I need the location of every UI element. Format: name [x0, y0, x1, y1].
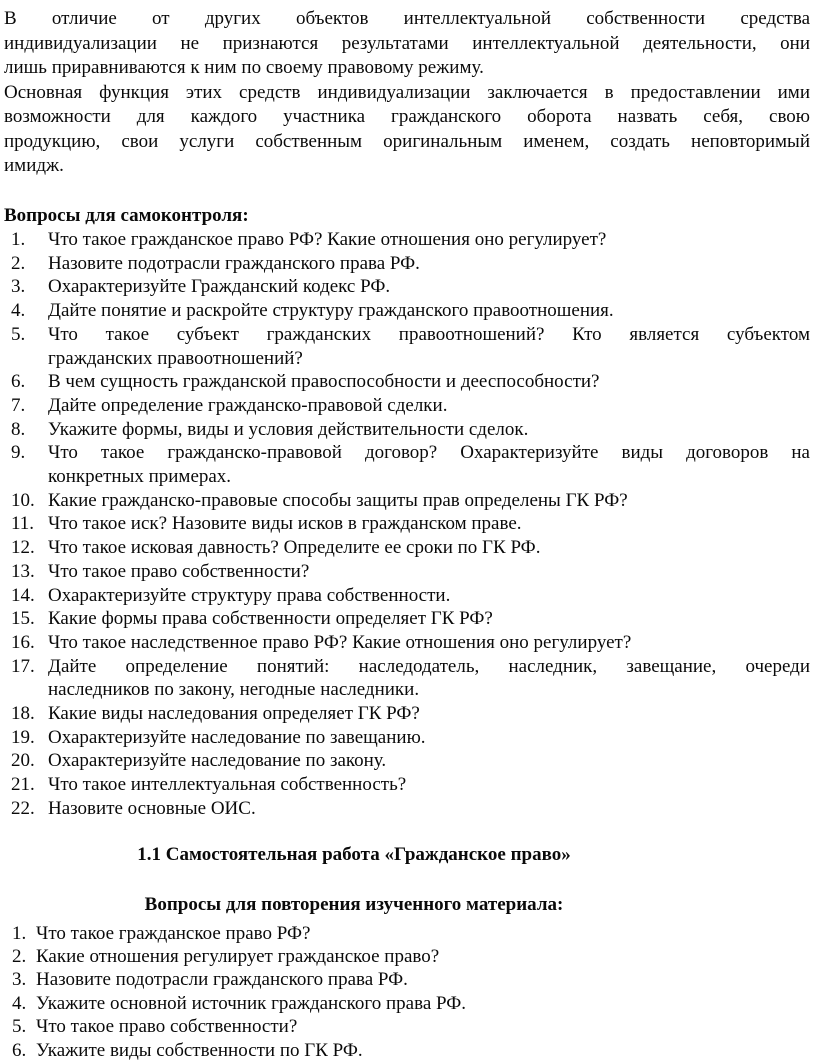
- list-item-number: 15.: [11, 608, 35, 630]
- list-item: [4, 441, 810, 488]
- text-line: индивидуализации не признаются результатами интеллектуальной деятельности, они: [4, 32, 810, 54]
- text-line: Что такое наследственное право РФ? Какие отношения оно регулирует?: [48, 631, 632, 653]
- list-item-number: 22.: [11, 797, 35, 819]
- text-line: наследников по закону, негодные наследники.: [48, 679, 420, 701]
- list-item-text: [48, 797, 810, 821]
- section-heading: 1.1 Самостоятельная работа «Гражданское право»: [137, 843, 571, 865]
- text-line: гражданских правоотношений?: [48, 347, 303, 369]
- list-item-number: 5.: [12, 1016, 27, 1038]
- list-item-text: [48, 394, 810, 418]
- list-item-number: 16.: [11, 631, 35, 653]
- self-check-list: [4, 228, 810, 821]
- text-line: Какие гражданско-правовые способы защиты прав определены ГК РФ?: [48, 489, 628, 511]
- list-item-text: [48, 631, 810, 655]
- list-item: [4, 773, 810, 797]
- text-line: Что такое интеллектуальная собственность?: [48, 774, 407, 796]
- intro-paragraph-2: [4, 81, 810, 179]
- list-item-text: [48, 441, 810, 488]
- text-line: Дайте определение гражданско-правовой сделки.: [48, 394, 448, 416]
- list-item-number: 6.: [11, 371, 26, 393]
- list-item: [4, 607, 810, 631]
- list-item: [4, 275, 810, 299]
- list-item-number: 12.: [11, 537, 35, 559]
- list-item-number: 3.: [12, 969, 27, 991]
- text-line: Что такое право собственности?: [48, 560, 310, 582]
- text-line: Что такое исковая давность? Определите ее сроки по ГК РФ.: [48, 537, 541, 559]
- list-item: [4, 702, 810, 726]
- list-item-text: [36, 993, 466, 1014]
- list-item-number: 8.: [11, 418, 26, 440]
- review-heading: Вопросы для повторения изученного материала:: [144, 894, 564, 916]
- text-line: Что такое гражданско-правовой договор? Охарактеризуйте виды договоров на: [48, 442, 810, 464]
- text-line: Назовите подотрасли гражданского права РФ.: [36, 969, 408, 991]
- text-line: В отличие от других объектов интеллектуальной собственности средства: [4, 8, 810, 29]
- list-item-text: [48, 749, 810, 773]
- list-item-text: [48, 370, 810, 394]
- text-line: Что такое гражданское право РФ? Какие отношения оно регулирует?: [48, 229, 607, 250]
- text-line: Укажите формы, виды и условия действительности сделок.: [48, 418, 529, 440]
- list-item-number: 5.: [11, 323, 26, 345]
- list-item-number: 1.: [11, 229, 26, 250]
- list-item: [4, 655, 810, 702]
- text-line: Основная функция этих средств индивидуализации заключается в предоставлении ими: [4, 81, 810, 103]
- list-item: [4, 252, 810, 276]
- list-item-number: 9.: [11, 442, 26, 464]
- text-line: Охарактеризуйте структуру права собственности.: [48, 584, 451, 606]
- text-line: Что такое субъект гражданских правоотношений? Кто является субъектом: [48, 323, 810, 345]
- list-item-number: 2.: [11, 252, 26, 274]
- list-item-text: [36, 923, 310, 944]
- text-line: Укажите основной источник гражданского права РФ.: [36, 992, 467, 1014]
- list-item-text: [48, 323, 810, 370]
- list-item: [4, 922, 810, 945]
- list-item-number: 21.: [11, 774, 35, 796]
- list-item-text: [36, 969, 408, 990]
- list-item-number: 1.: [12, 922, 27, 944]
- list-item-text: [48, 584, 810, 608]
- list-item-text: [48, 560, 810, 584]
- list-item-number: 4.: [11, 300, 26, 322]
- list-item: [4, 323, 810, 370]
- list-item: [4, 968, 810, 991]
- list-item-text: [48, 773, 810, 797]
- list-item-number: 14.: [11, 584, 35, 606]
- text-line: имидж.: [4, 155, 64, 176]
- intro-paragraph-1: [4, 7, 810, 81]
- text-line: Какие отношения регулирует гражданское право?: [36, 945, 440, 967]
- list-item-text: [48, 299, 810, 323]
- list-item-text: [36, 1016, 297, 1037]
- list-item-number: 10.: [11, 489, 35, 511]
- text-line: продукцию, свои услуги собственным оригинальным именем, создать неповторимый: [4, 130, 810, 152]
- list-item-text: [48, 655, 810, 702]
- list-item: [4, 992, 810, 1015]
- list-item-number: 18.: [11, 703, 35, 725]
- text-line: Что такое право собственности?: [36, 1016, 298, 1038]
- list-item-number: 19.: [11, 726, 35, 748]
- text-line: лишь приравниваются к ним по своему правовому режиму.: [4, 57, 484, 78]
- text-line: Охарактеризуйте Гражданский кодекс РФ.: [48, 276, 391, 298]
- list-item: [4, 299, 810, 323]
- list-item-number: 2.: [12, 945, 27, 967]
- list-item-text: [48, 702, 810, 726]
- list-item-text: [48, 228, 810, 252]
- list-item-text: [48, 512, 810, 536]
- list-item-text: [36, 1040, 363, 1061]
- text-line: Укажите виды собственности по ГК РФ.: [36, 1039, 363, 1061]
- list-item-number: 3.: [11, 276, 26, 298]
- list-item: [4, 945, 810, 968]
- list-item: [4, 418, 810, 442]
- list-item: [4, 536, 810, 560]
- list-item-number: 11.: [11, 513, 35, 535]
- text-line: Что такое гражданское право РФ?: [36, 922, 311, 944]
- text-line: Какие формы права собственности определяет ГК РФ?: [48, 608, 493, 630]
- list-item-number: 13.: [11, 560, 35, 582]
- review-list: [4, 922, 810, 1062]
- list-item: [4, 797, 810, 821]
- list-item: [4, 228, 810, 252]
- text-line: Охарактеризуйте наследование по закону.: [48, 750, 387, 772]
- text-line: Назовите основные ОИС.: [48, 797, 256, 819]
- list-item: [4, 394, 810, 418]
- list-item: [4, 584, 810, 608]
- list-item-text: [36, 946, 439, 967]
- text-line: Назовите подотрасли гражданского права РФ.: [48, 252, 420, 274]
- list-item-text: [48, 607, 810, 631]
- list-item: [4, 749, 810, 773]
- list-item: [4, 631, 810, 655]
- list-item-text: [48, 418, 810, 442]
- list-item: [4, 489, 810, 513]
- text-line: Дайте определение понятий: наследодатель, наследник, завещание, очереди: [48, 655, 810, 677]
- list-item-number: 20.: [11, 750, 35, 772]
- text-line: возможности для каждого участника гражданского оборота назвать себя, свою: [4, 106, 810, 127]
- list-item: [4, 726, 810, 750]
- text-line: Охарактеризуйте наследование по завещанию.: [48, 726, 426, 748]
- list-item-number: 6.: [12, 1039, 27, 1061]
- text-line: Дайте понятие и раскройте структуру гражданского правоотношения.: [48, 300, 614, 322]
- text-line: Что такое иск? Назовите виды исков в гражданском праве.: [48, 513, 522, 535]
- self-check-heading: Вопросы для самоконтроля:: [4, 204, 249, 226]
- list-item: [4, 370, 810, 394]
- list-item-number: 4.: [12, 992, 27, 1014]
- text-line: конкретных примерах.: [48, 466, 232, 488]
- list-item: [4, 1015, 810, 1038]
- list-item-text: [48, 726, 810, 750]
- list-item: [4, 560, 810, 584]
- list-item-text: [48, 489, 810, 513]
- list-item-text: [48, 252, 810, 276]
- list-item-number: 7.: [11, 394, 26, 416]
- list-item-text: [48, 536, 810, 560]
- text-line: Какие виды наследования определяет ГК РФ?: [48, 703, 420, 725]
- list-item-text: [48, 275, 810, 299]
- list-item-number: 17.: [11, 655, 35, 677]
- text-line: В чем сущность гражданской правоспособности и дееспособности?: [48, 371, 600, 393]
- list-item: [4, 1039, 810, 1062]
- list-item: [4, 512, 810, 536]
